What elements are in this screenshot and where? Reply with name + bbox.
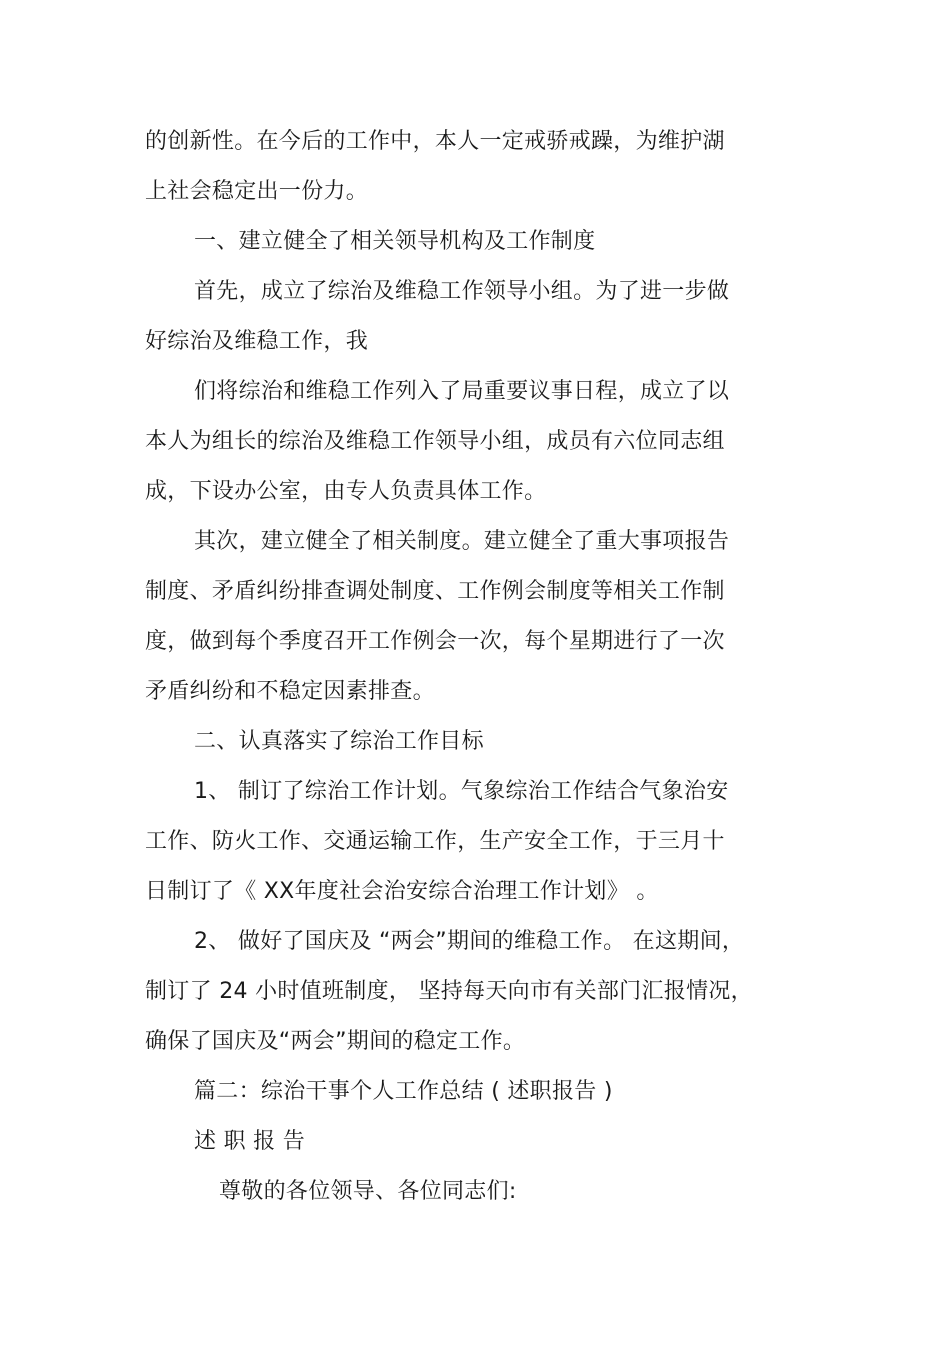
text-line: 成，下设办公室，由专人负责具体工作。 — [145, 479, 547, 504]
text-line: 的创新性。在今后的工作中，本人一定戒骄戒躁，为维护湖 — [145, 129, 725, 154]
text-line: 确保了国庆及“两会”期间的稳定工作。 — [145, 1029, 526, 1054]
text-line: 制度、矛盾纠纷排查调处制度、工作例会制度等相关工作制 — [145, 579, 725, 604]
text-line: 矛盾纠纷和不稳定因素排查。 — [145, 679, 435, 704]
text-line: 们将综治和维稳工作列入了局重要议事日程，成立了以 — [194, 379, 730, 404]
section-heading: 二、认真落实了综治工作目标 — [194, 729, 484, 754]
text-line: 制订了 24 小时值班制度， 坚持每天向市有关部门汇报情况， — [145, 979, 753, 1004]
text-line: 好综治及维稳工作，我 — [145, 329, 369, 354]
article-title: 篇二：综治干事个人工作总结 ( 述职报告 ) — [194, 1079, 613, 1104]
text-line: 其次，建立健全了相关制度。建立健全了重大事项报告 — [194, 529, 730, 554]
salutation: 尊敬的各位领导、各位同志们: — [219, 1179, 517, 1204]
text-line: 工作、防火工作、交通运输工作，生产安全工作，于三月十 — [145, 829, 725, 854]
text-line: 日制订了《 XX年度社会治安综合治理工作计划》 。 — [145, 879, 659, 904]
report-title: 述 职 报 告 — [194, 1129, 306, 1154]
text-line: 度，做到每个季度召开工作例会一次，每个星期进行了一次 — [145, 629, 725, 654]
section-heading: 一、建立健全了相关领导机构及工作制度 — [194, 229, 596, 254]
text-line: 首先，成立了综治及维稳工作领导小组。为了进一步做 — [194, 279, 730, 304]
text-line: 上社会稳定出一份力。 — [145, 179, 369, 204]
text-line: 1、 制订了综治工作计划。气象综治工作结合气象治安 — [194, 779, 729, 804]
text-line: 2、 做好了国庆及 “两会”期间的维稳工作。 在这期间， — [194, 929, 745, 954]
text-line: 本人为组长的综治及维稳工作领导小组，成员有六位同志组 — [145, 429, 725, 454]
